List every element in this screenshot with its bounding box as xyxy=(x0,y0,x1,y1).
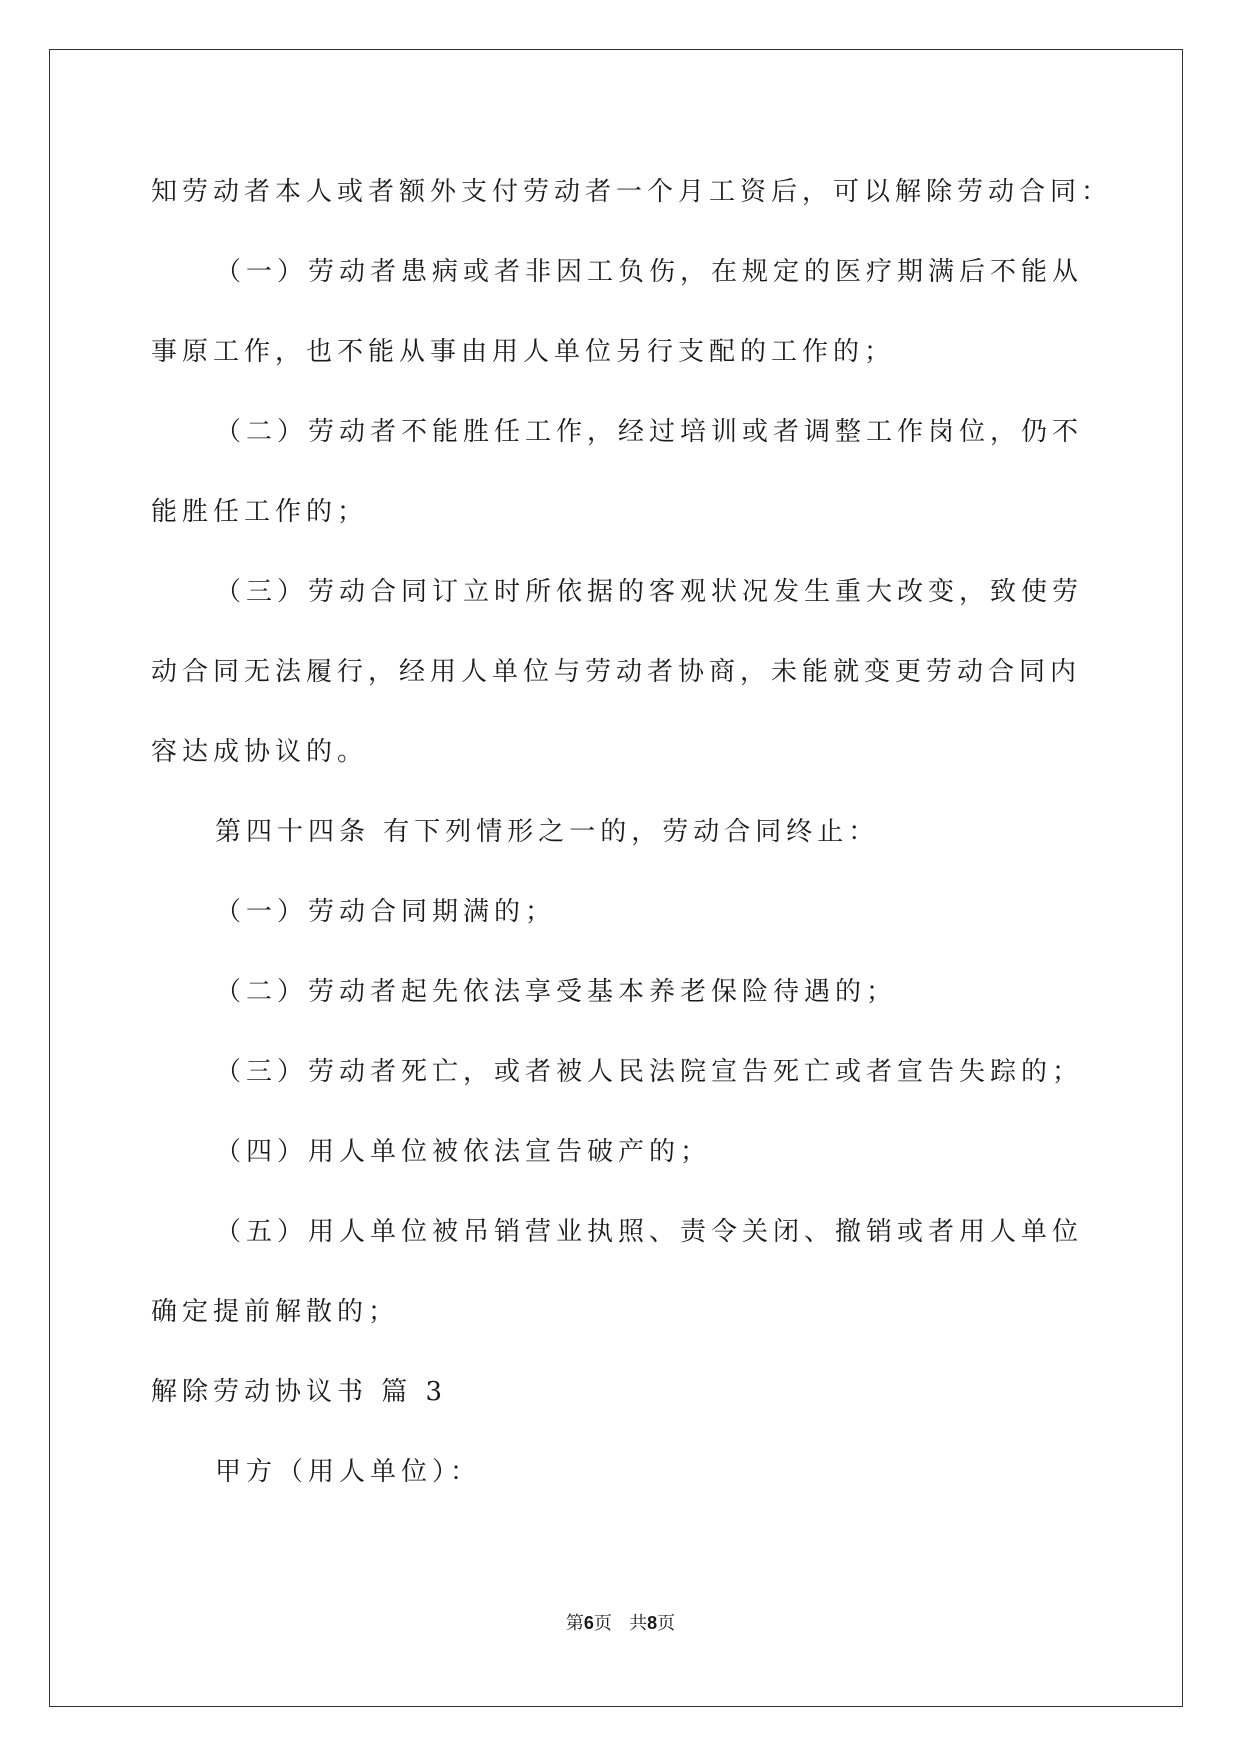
text-line: （一）劳动合同期满的； xyxy=(215,897,557,927)
text-line: 知劳动者本人或者额外支付劳动者一个月工资后，可以解除劳动合同： xyxy=(151,177,1113,207)
total-pages: 8 xyxy=(647,1613,658,1633)
text-line: （四）用人单位被依法宣告破产的； xyxy=(215,1137,712,1167)
text-line: 能胜任工作的； xyxy=(151,497,369,527)
text-line: （二）劳动者不能胜任工作，经过培训或者调整工作岗位，仍不 xyxy=(215,417,1084,447)
page-number: 6 xyxy=(583,1613,594,1633)
text-line: 动合同无法履行，经用人单位与劳动者协商，未能就变更劳动合同内 xyxy=(151,657,1082,687)
text-line: 事原工作，也不能从事由用人单位另行支配的工作的； xyxy=(151,337,896,367)
text-line: （三）劳动合同订立时所依据的客观状况发生重大改变，致使劳 xyxy=(215,577,1084,607)
text-line: 确定提前解散的； xyxy=(151,1297,400,1327)
text-line: （一）劳动者患病或者非因工负伤，在规定的医疗期满后不能从 xyxy=(215,257,1084,287)
text-line: （二）劳动者起先依法享受基本养老保险待遇的； xyxy=(215,977,898,1007)
section-title: 解除劳动协议书 篇 3 xyxy=(151,1377,448,1407)
text-line: 容达成协议的。 xyxy=(151,737,369,767)
page-prefix: 第 xyxy=(565,1613,584,1634)
page-footer xyxy=(0,1611,1241,1636)
party-a-label: 甲方（用人单位）： xyxy=(215,1457,482,1487)
text-line: （五）用人单位被吊销营业执照、责令关闭、撤销或者用人单位 xyxy=(215,1217,1084,1247)
total-prefix: 共 xyxy=(629,1613,648,1634)
page-suffix: 页 xyxy=(593,1613,612,1634)
text-line: （三）劳动者死亡，或者被人民法院宣告死亡或者宣告失踪的； xyxy=(215,1057,1084,1087)
article-heading: 第四十四条 有下列情形之一的，劳动合同终止： xyxy=(215,817,880,847)
total-suffix: 页 xyxy=(657,1613,676,1634)
